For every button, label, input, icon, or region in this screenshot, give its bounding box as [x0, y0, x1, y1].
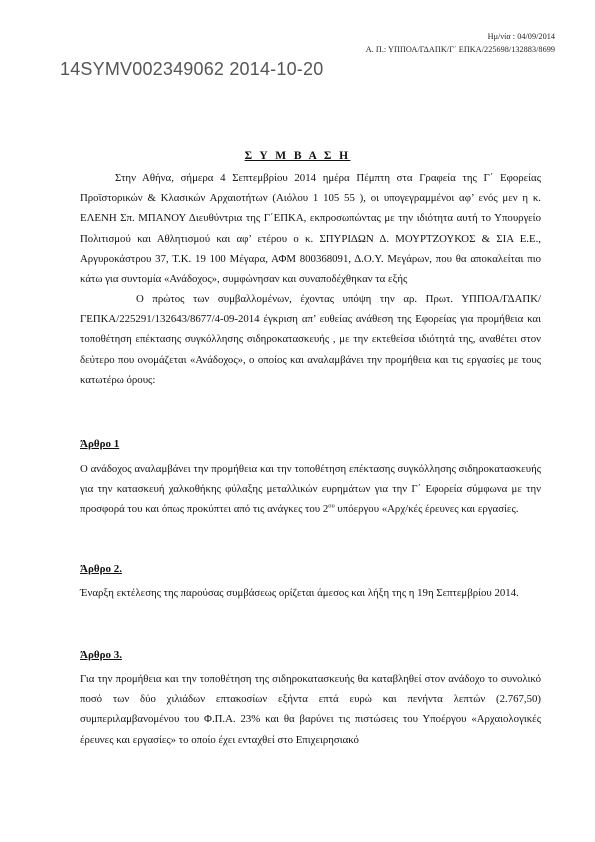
header-date: Ημ/νία : 04/09/2014: [487, 32, 555, 41]
article-1-superscript: ου: [328, 502, 335, 510]
article-1-title-text: Άρθρο 1: [80, 438, 120, 450]
article-1-title: [80, 438, 119, 450]
article-1-text-end: υπόεργου «Αρχ/κές έρευνες και εργασίες.: [334, 503, 519, 516]
document-title-text: Σ Υ Μ Β Α Σ Η: [244, 150, 351, 162]
ada-stamp: 14SYMV002349062 2014-10-20: [60, 59, 324, 79]
article-3-text: Για την προμήθεια και την τοποθέτηση της σιδηροκατασκευής θα καταβληθεί στον ανάδοχο το συνολικό ποσό των δύο χιλιάδων επτακοσίων εξήντα επτά ευρώ και πενήντα λεπτών (2.767,50) συμπεριλαμβανομένου του Φ.Π.Α. 23% και θα βαρύνει τις πιστώσεις του Υποέργου «Αρχαιολογικές έρευνες και εργασίες» το οποίο έχει ενταχθεί στο Επιχειρησιακό: [80, 673, 541, 746]
article-1-text-main: Ο ανάδοχος αναλαμβάνει την προμήθεια και την τοποθέτηση επέκτασης συγκόλλησης σιδηροκατασκευής για την κατασκευή χαλκοθήκης φύλαξης μεταλλικών ευρημάτων για την Γ΄ Εφορεία σύμφωνα με την προσφορά του και όπως προκύπτει από τις ανάγκες του 2: [80, 463, 541, 516]
intro-paragraph: Στην Αθήνα, σήμερα 4 Σεπτεμβρίου 2014 ημέρα Πέμπτη στα Γραφεία της Γ΄ Εφορείας Προϊστορικών & Κλασικών Αρχαιοτήτων (Αιόλου 1 105 55 ), οι υπογεγραμμένοι αφ’ ενός μεν η κ. ΕΛΕΝΗ Σπ. ΜΠΑΝΟΥ Διευθύντρια της Γ΄ΕΠΚΑ, εκπροσωπώντας με την ιδιότητα αυτή το Υπουργείο Πολιτισμού και Αθλητισμού και αφ’ ετέρου ο κ. ΣΠΥΡΙΔΩΝ Δ. ΜΟΥΡΤΖΟΥΚΟΣ & ΣΙΑ Ε.Ε., Αργυροκάστρου 37, Τ.Κ. 19 100 Μέγαρα, ΑΦΜ 800368091, Δ.Ο.Υ. Μεγάρων, που θα αποκαλείται πιο κάτω για συντομία «Ανάδοχος», συμφώνησαν και συναποδέχθηκαν τα εξής: [80, 172, 541, 286]
assignment-paragraph: Ο πρώτος των συμβαλλομένων, έχοντας υπόψη την αρ. Πρωτ. ΥΠΠΟΑ/ΓΔΑΠΚ/ΓΕΠΚΑ/225291/132643/8677/4-09-2014 έγκριση απ’ ευθείας ανάθεση της Εφορείας για προμήθεια και τοποθέτηση επέκτασης συγκόλλησης σιδηροκατασκευής , με την εκτεθείσα ιδιότητά της, αναθέτει στον δεύτερο που ονομάζεται «Ανάδοχος», ο οποίος και αναλαμβάνει την προμήθεια και τις εργασίες με τους κατωτέρω όρους:: [80, 293, 541, 386]
article-2-title-text: Άρθρο 2.: [80, 563, 122, 575]
header-reference-number: Α. Π.: ΥΠΠΟΑ/ΓΔΑΠΚ/Γ΄ ΕΠΚΑ/225698/132883/8699: [365, 45, 555, 54]
article-3-title: [80, 649, 122, 661]
article-3-title-text: Άρθρο 3.: [80, 649, 122, 661]
article-1-text: [80, 459, 541, 520]
document-title: [0, 150, 595, 162]
article-2-title: [80, 563, 122, 575]
article-2-text: Έναρξη εκτέλεσης της παρούσας συμβάσεως ορίζεται άμεσος και λήξη της η 19η Σεπτεμβρίου 2014.: [80, 587, 519, 599]
